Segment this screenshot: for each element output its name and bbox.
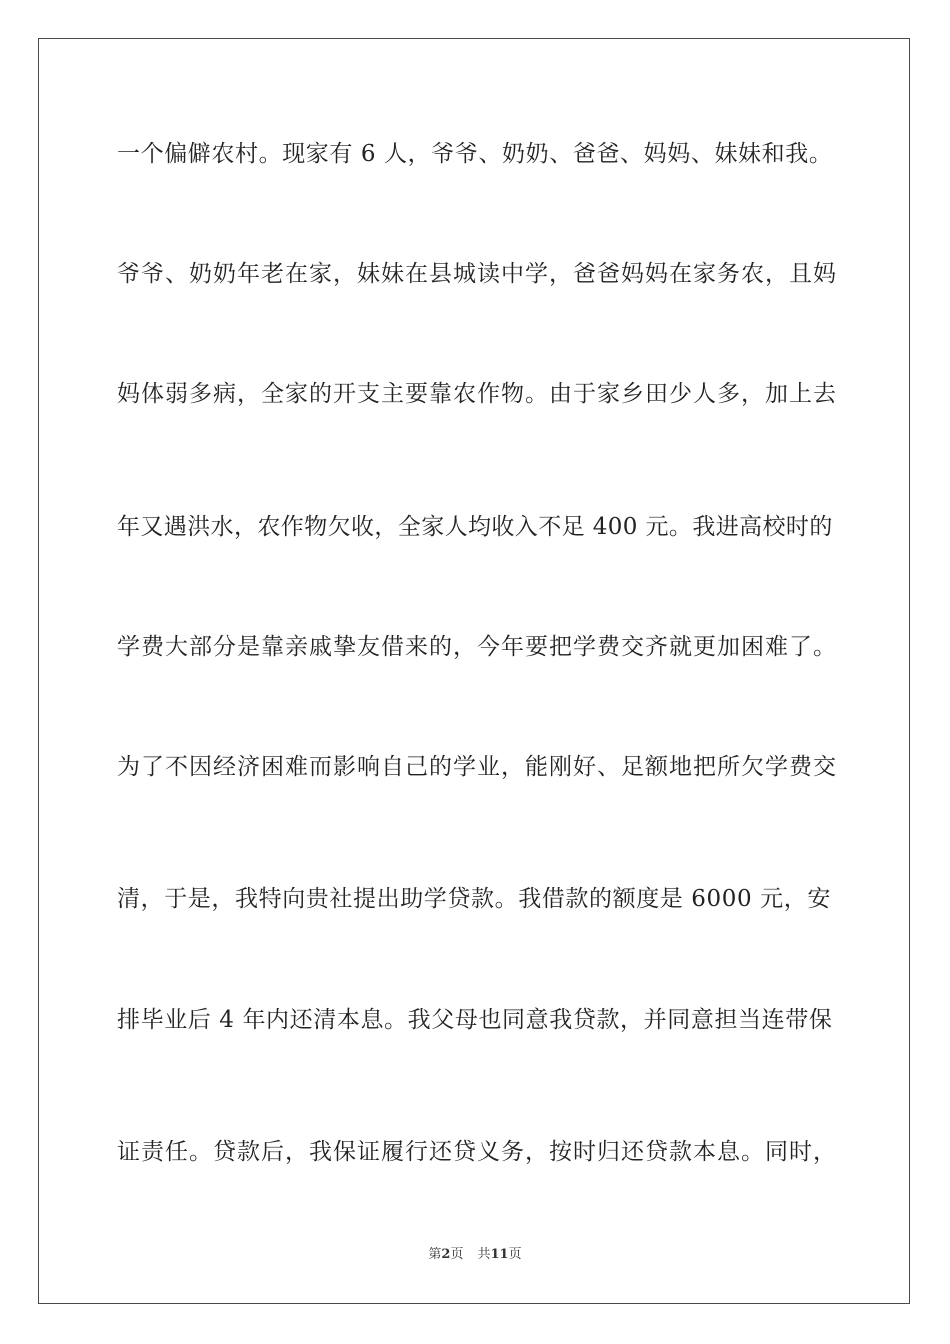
paragraph-line-1: 一个偏僻农村。现家有 6 人，爷爷、奶奶、爸爸、妈妈、妹妹和我。 — [117, 141, 833, 167]
paragraph-line-9: 证责任。贷款后，我保证履行还贷义务，按时归还贷款本息。同时， — [117, 1139, 837, 1165]
paragraph-line-6: 为了不因经济困难而影响自己的学业，能刚好、足额地把所欠学费交 — [117, 754, 837, 780]
paragraph-line-3: 妈体弱多病，全家的开支主要靠农作物。由于家乡田少人多，加上去 — [117, 381, 837, 407]
total-suffix: 页 — [508, 1247, 522, 1262]
page-suffix: 页 — [450, 1247, 464, 1262]
paragraph-line-4: 年又遇洪水，农作物欠收，全家人均收入不足 400 元。我进高校时的 — [117, 514, 833, 540]
paragraph-line-2: 爷爷、奶奶年老在家，妹妹在县城读中学，爸爸妈妈在家务农，且妈 — [117, 261, 837, 287]
total-prefix: 共 — [477, 1247, 491, 1262]
paragraph-line-8: 排毕业后 4 年内还清本息。我父母也同意我贷款，并同意担当连带保 — [117, 1007, 833, 1033]
paragraph-line-7: 清，于是，我特向贵社提出助学贷款。我借款的额度是 6000 元，安 — [117, 886, 831, 912]
paragraph-line-5: 学费大部分是靠亲戚挚友借来的，今年要把学费交齐就更加困难了。 — [117, 634, 837, 660]
page-border — [38, 38, 910, 1304]
current-page-number: 2 — [441, 1247, 451, 1262]
total-page-count: 11 — [490, 1247, 509, 1262]
page-footer — [0, 1246, 950, 1264]
page-prefix: 第 — [428, 1247, 442, 1262]
